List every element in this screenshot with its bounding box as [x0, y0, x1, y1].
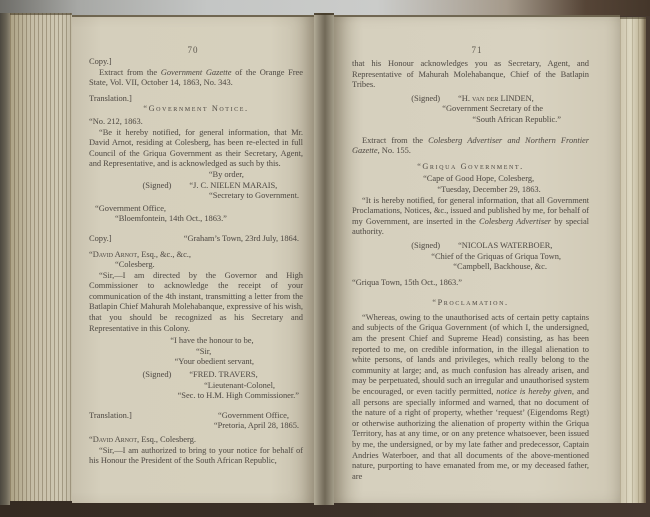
- text-run: “Graham’s Town, 23rd July, 1864.: [183, 233, 299, 243]
- text-run: , Esq., Colesberg.: [137, 435, 196, 444]
- text-line: [89, 128, 303, 170]
- text-line: [89, 250, 303, 261]
- signature-line: [352, 241, 589, 252]
- text-run: “By order,: [208, 169, 244, 179]
- italic-text: Colesberg Advertiser and Northern Frontier Gazette: [352, 135, 589, 156]
- text-run: of the Orange Free State, Vol. VII, October 14, 1863, No. 343.: [89, 67, 303, 88]
- text-run: “Whereas, owing to the unauthorised acts of certain petty captains and subjects of the Griqua Government (of which I, the undersigned, am the present Chief and Supreme Head) consisting, as has been reported to me, on credible information, in the illegal alienation to white persons, of lands and privileges, which really belong to the community at large; and, as much confusion has already arisen, and may be perpetuated, should such an irregular and unauthorised system be encouraged, or even tacitly permitted,: [352, 312, 589, 397]
- signature-line: [89, 370, 303, 381]
- split-left-text: Translation.]: [89, 410, 132, 420]
- text-line: [89, 170, 303, 181]
- italic-text: Colesberg Advertiser: [479, 216, 552, 226]
- left-page-text: [89, 57, 303, 467]
- text-run: “Sir,—I am directed by the Governor and High Commissioner to acknowledge the receipt of your communication of the 4th instant, transmitting a letter from the Batlapin Chief Mahurah Molehabanque, expressive of his wish, that you should be recognized as his Secretary and Representative in this Colony.: [89, 270, 303, 333]
- text-run: “Sir,: [196, 346, 212, 356]
- text-run: , and all persons are specially informed and warned, that no document of the nature of a right of property, whether ‘request’ (Eigendoms Regt) or otherwise authorizing the alienation of property within the Griqua Territory, has at any time, or on any pretence whatsoever, been issued by me, the undersigned, or by my late father and predecessor, Captain Andries Waterboer, and that all documents of the above-mentioned nature, purporting to have emanated from me, or my deceased father, are: [352, 387, 589, 481]
- signed-label: (Signed): [142, 370, 172, 380]
- text-run: Extract from the: [99, 67, 161, 77]
- text-run: “Chief of the Griquas of Griqua Town,: [431, 251, 561, 261]
- text-run: “Government Notice.: [143, 104, 249, 114]
- left-page-edges: [10, 13, 72, 501]
- text-line: [352, 278, 589, 289]
- italic-text: Government Gazette: [160, 67, 232, 77]
- book-cover-edge: [0, 13, 10, 505]
- text-run: “Government Office,: [217, 410, 289, 420]
- text-line: [89, 260, 303, 271]
- text-run: by special authority.: [352, 216, 589, 237]
- text-line: [352, 313, 589, 483]
- text-line: [89, 411, 303, 422]
- page-number-left: 70: [187, 45, 199, 55]
- text-line: [89, 68, 303, 89]
- text-run: “Campbell, Backhouse, &c.: [453, 262, 547, 272]
- text-run: , No. 155.: [377, 146, 411, 156]
- text-line: [89, 381, 303, 392]
- text-run: , Esq., &c., &c.,: [137, 249, 191, 259]
- text-line: [89, 391, 303, 402]
- text-line: [89, 57, 303, 68]
- signature-line: [89, 181, 303, 192]
- text-run: “South African Republic.”: [472, 114, 561, 124]
- signatory-name: [189, 181, 277, 192]
- text-line: [89, 336, 303, 347]
- text-line: [89, 94, 303, 105]
- text-run: “Government Office,: [95, 203, 167, 213]
- text-run: “Government Secretary of the: [442, 104, 543, 114]
- text-run: “Tuesday, December 29, 1863.: [437, 184, 541, 194]
- text-run: “NICOLAS WATERBOER,: [458, 240, 553, 250]
- text-run: Extract from the: [362, 135, 429, 145]
- text-line: [352, 174, 589, 185]
- text-run: “Griqua Government.: [417, 161, 524, 171]
- text-line: [352, 196, 589, 238]
- text-run: “I have the honour to be,: [170, 336, 254, 346]
- text-run: that his Honour acknowledges you as Secretary, Agent, and Representative of Mahurah Molehabanque, Chief of the Batlapin Tribes.: [352, 59, 589, 90]
- signatory-name: [458, 94, 534, 105]
- signed-label: (Signed): [411, 240, 441, 250]
- text-line: [89, 421, 303, 432]
- text-run: “Secretary to Government.: [209, 191, 299, 201]
- text-run: “Sec. to H.M. High Commissioner.”: [177, 391, 299, 401]
- split-right-text: [218, 411, 303, 422]
- text-run: “Sir,—I am authorized to bring to your notice for behalf of his Honour the President of the South African Republic,: [89, 445, 303, 466]
- signature-line: [352, 94, 589, 105]
- text-run: “It is hereby notified, for general information, that all Government Proclamations, Notices, &c., issued and published by me, for behalf of my Government, are inserted in the: [352, 195, 590, 226]
- text-line: [89, 117, 303, 128]
- heading-line: [352, 162, 589, 173]
- text-line: [352, 136, 589, 157]
- text-run: “Be it hereby notified, for general information, that Mr. David Arnot, residing at Colesberg, has been re-elected in full Council of the Griqua Government as their Secretary, Agent, and Representative, and is acknowledged as such by this.: [89, 127, 303, 169]
- right-page-text: [352, 59, 589, 482]
- text-run: “Lieutenant-Colonel,: [204, 380, 275, 390]
- text-line: [352, 262, 589, 273]
- text-line: [89, 191, 303, 202]
- text-run: “: [89, 249, 93, 259]
- text-line: [89, 214, 303, 225]
- text-line: [89, 234, 303, 245]
- text-line: [352, 252, 589, 263]
- page-number-right: 71: [471, 45, 483, 55]
- split-right-text: [184, 234, 303, 245]
- text-line: [89, 271, 303, 335]
- smallcaps-text: van der: [472, 93, 499, 103]
- text-run: “Colesberg.: [115, 260, 155, 270]
- text-run: “J. C. NIELEN MARAIS,: [189, 180, 278, 190]
- left-page: [72, 15, 314, 503]
- text-run: “: [89, 435, 93, 444]
- text-line: [352, 115, 589, 126]
- text-line: [89, 347, 303, 358]
- book-gutter: [314, 13, 334, 505]
- text-run: “H.: [458, 93, 473, 103]
- right-page: [334, 15, 620, 503]
- text-line: [89, 435, 303, 446]
- split-left-text: Copy.]: [89, 233, 112, 243]
- text-line: [89, 204, 303, 215]
- heading-line: [89, 104, 303, 115]
- text-line: [89, 357, 303, 368]
- text-run: “Pretoria, April 28, 1865.: [213, 421, 299, 431]
- text-line: [89, 446, 303, 467]
- signed-label: (Signed): [142, 180, 172, 190]
- heading-line: [352, 298, 589, 309]
- signatory-name: [189, 370, 257, 381]
- text-run: Translation.]: [89, 93, 132, 103]
- italic-text: notice is hereby given: [496, 387, 572, 397]
- text-run: LINDEN,: [498, 93, 534, 103]
- text-line: [352, 185, 589, 196]
- smallcaps-text: David Arnot: [92, 435, 138, 444]
- text-run: “No. 212, 1863.: [89, 116, 143, 126]
- text-run: Copy.]: [89, 57, 112, 66]
- text-run: “Proclamation.: [432, 298, 509, 308]
- text-run: “Your obedient servant,: [174, 357, 254, 367]
- signed-label: (Signed): [411, 93, 441, 103]
- text-run: “Cape of Good Hope, Colesberg,: [423, 174, 535, 184]
- signatory-name: [458, 241, 552, 252]
- text-line: [352, 59, 589, 91]
- smallcaps-text: David Arnot: [92, 249, 138, 259]
- text-run: “Griqua Town, 15th Oct., 1863.”: [352, 277, 462, 287]
- text-line: [352, 104, 589, 115]
- text-run: “Bloemfontein, 14th Oct., 1863.”: [115, 214, 227, 224]
- open-book: [0, 13, 650, 505]
- right-page-edges: [620, 17, 646, 503]
- text-run: “FRED. TRAVERS,: [189, 370, 258, 380]
